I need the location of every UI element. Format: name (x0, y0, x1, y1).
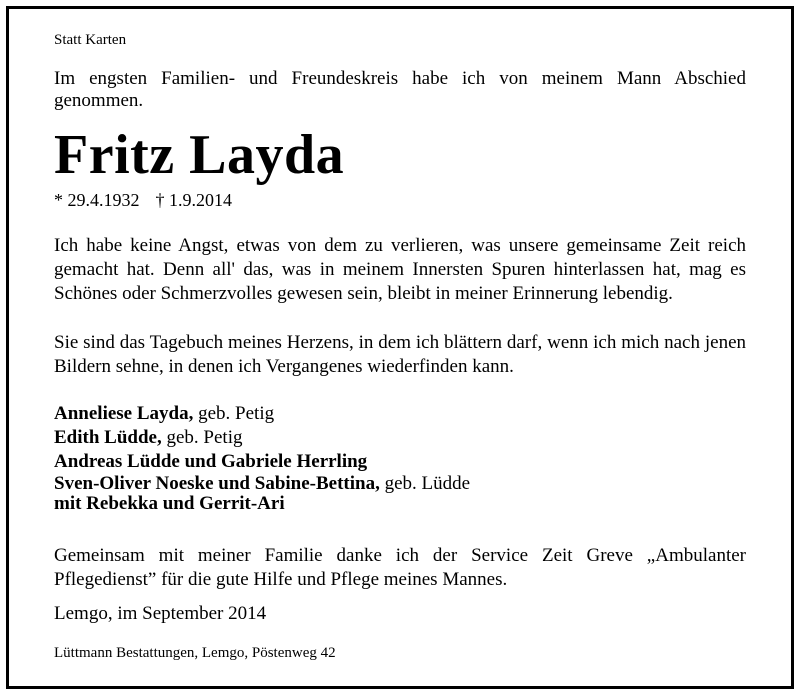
quote-paragraph-2: Sie sind das Tagebuch meines Herzens, in dem ich blättern darf, wenn ich mich nach jenen Bildern sehne, in denen ich Vergangenes wiederfinden kann. (54, 332, 746, 377)
funeral-home: Lüttmann Bestattungen, Lemgo, Pöstenweg 42 (54, 645, 336, 661)
mourners-list (54, 402, 746, 514)
thanks-text: Gemeinsam mit meiner Familie danke ich der Service Zeit Greve „Ambulanter Pflegedienst” für die gute Hilfe und Pflege meines Mannes. (54, 545, 746, 590)
quote-paragraph-1: Ich habe keine Angst, etwas von dem zu verlieren, was unsere gemeinsame Zeit reich gemacht hat. Denn all' das, was in meinem Innersten Spuren hinterlassen hat, mag es Schönes oder Schmerzvolles gewesen sein, bleibt in meiner Erinnerung lebendig. (54, 235, 746, 304)
mourner-suffix: geb. Petig (161, 427, 243, 448)
mourner-name: Andreas Lüdde und Gabriele Herrling (54, 451, 368, 472)
birth-date: * 29.4.1932 (54, 190, 140, 210)
life-dates (54, 188, 746, 212)
mourner-name: Edith Lüdde, (54, 427, 162, 448)
mourner-line (54, 494, 746, 514)
mourner-line (54, 450, 746, 474)
mourner-suffix: geb. Lüdde (379, 473, 471, 494)
header-text: Statt Karten (54, 32, 127, 48)
intro-text: Im engsten Familien- und Freundeskreis habe ich von meinem Mann Abschied genommen. (54, 68, 746, 111)
mourner-name: mit Rebekka und Gerrit-Ari (54, 493, 285, 514)
mourner-line (54, 474, 746, 494)
mourner-name: Anneliese Layda, (54, 403, 194, 424)
death-date: † 1.9.2014 (155, 190, 232, 210)
mourner-line (54, 426, 746, 450)
mourner-name: Sven-Oliver Noeske und Sabine-Bettina, (54, 473, 380, 494)
mourner-suffix: geb. Petig (193, 403, 275, 424)
place-date: Lemgo, im September 2014 (54, 603, 267, 624)
mourner-line (54, 402, 746, 426)
deceased-name: Fritz Layda (54, 124, 345, 186)
